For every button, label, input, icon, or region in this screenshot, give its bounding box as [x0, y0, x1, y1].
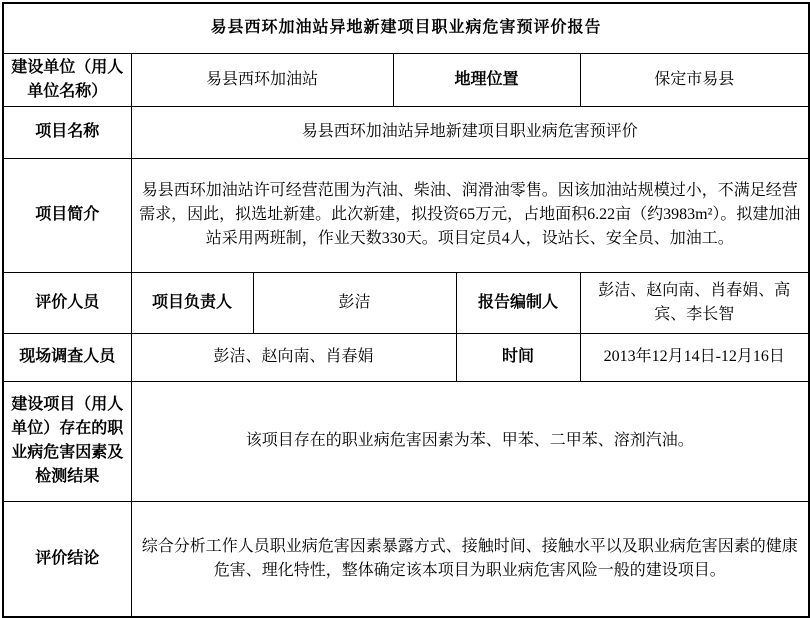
- report-table: [2, 2, 810, 618]
- project-intro-row: [3, 158, 809, 272]
- time-value: 2013年12月14日-12月16日: [580, 333, 809, 381]
- time-label: 时间: [456, 333, 580, 381]
- hazard-factors-value: 该项目存在的职业病危害因素为苯、甲苯、二甲苯、溶剂汽油。: [131, 381, 809, 501]
- report-title: 易县西环加油站异地新建项目职业病危害预评价报告: [3, 3, 809, 53]
- construction-unit-value: 易县西环加油站: [131, 53, 393, 106]
- geo-location-value: 保定市易县: [580, 53, 809, 106]
- evaluators-row: [3, 272, 809, 333]
- report-writers-value: 彭洁、赵向南、肖春娟、高宾、李长智: [580, 272, 809, 333]
- project-name-label: 项目名称: [3, 106, 131, 158]
- project-intro-value: 易县西环加油站许可经营范围为汽油、柴油、润滑油零售。因该加油站规模过小，不满足经营需求，因此，拟选址新建。此次新建，拟投资65万元，占地面积6.22亩（约3983m²）。拟建加油站采用两班制，作业天数330天。项目定员4人，设站长、安全员、加油工。: [131, 158, 809, 272]
- evaluators-label: 评价人员: [3, 272, 131, 333]
- construction-unit-label: 建设单位（用人单位名称）: [3, 53, 131, 106]
- hazard-factors-label: 建设项目（用人单位）存在的职业病危害因素及检测结果: [3, 381, 131, 501]
- project-name-row: [3, 106, 809, 158]
- geo-location-label: 地理位置: [393, 53, 580, 106]
- site-survey-value: 彭洁、赵向南、肖春娟: [131, 333, 456, 381]
- title-row: [3, 3, 809, 53]
- project-name-value: 易县西环加油站异地新建项目职业病危害预评价: [131, 106, 809, 158]
- conclusion-value: 综合分析工作人员职业病危害因素暴露方式、接触时间、接触水平以及职业病危害因素的健康危害、理化特性，整体确定该本项目为职业病危害风险一般的建设项目。: [131, 501, 809, 617]
- conclusion-row: [3, 501, 809, 617]
- hazard-factors-row: [3, 381, 809, 501]
- report-writers-label: 报告编制人: [456, 272, 580, 333]
- site-survey-row: [3, 333, 809, 381]
- project-leader-label: 项目负责人: [131, 272, 253, 333]
- site-survey-label: 现场调查人员: [3, 333, 131, 381]
- construction-unit-row: [3, 53, 809, 106]
- project-leader-value: 彭洁: [253, 272, 456, 333]
- conclusion-label: 评价结论: [3, 501, 131, 617]
- project-intro-label: 项目简介: [3, 158, 131, 272]
